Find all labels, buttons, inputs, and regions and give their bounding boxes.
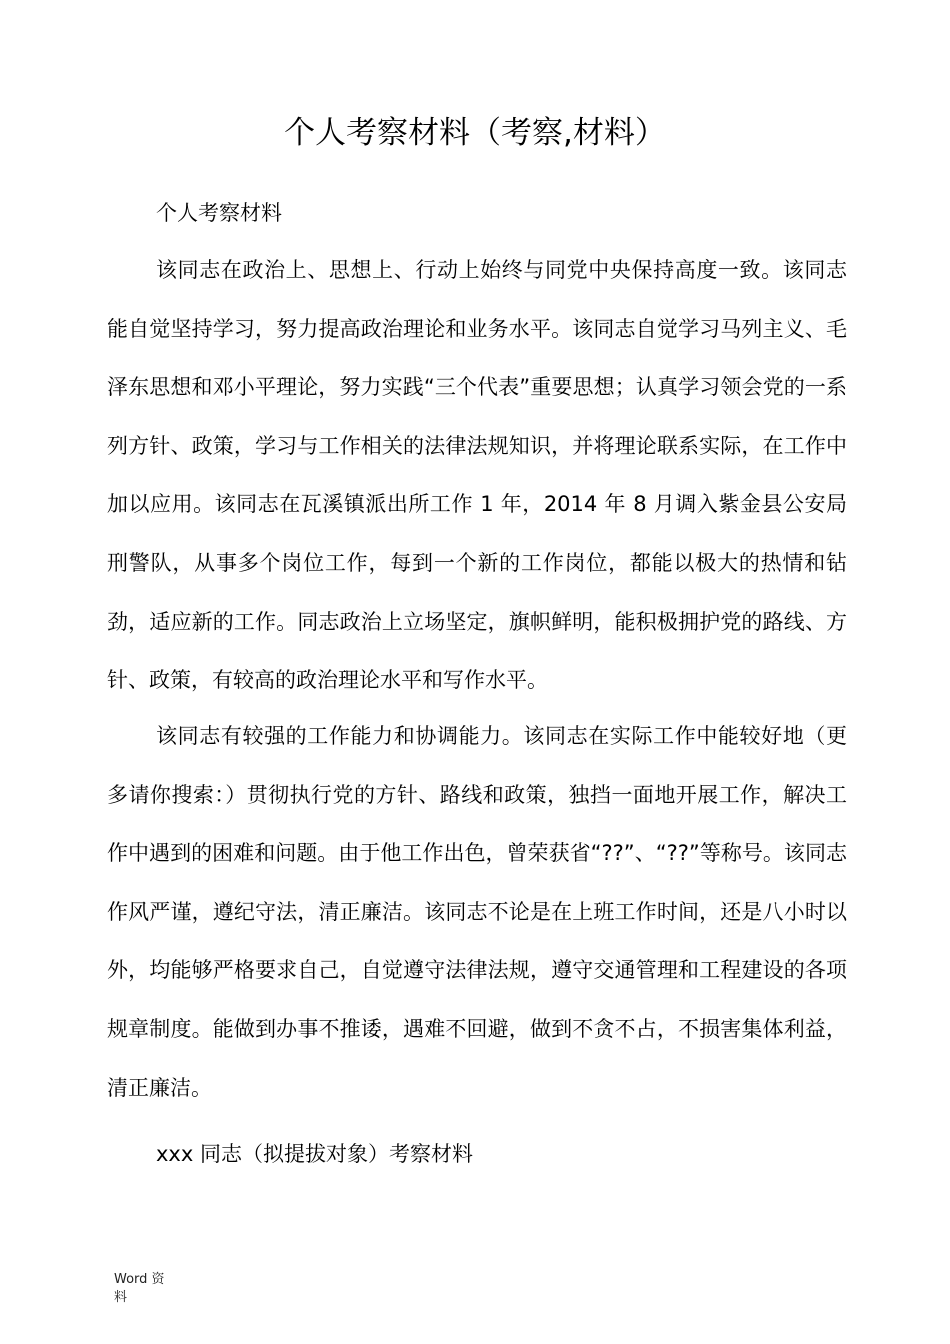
- paragraph-work-ability: 该同志有较强的工作能力和协调能力。该同志在实际工作中能较好地（更多请你搜索：）贯彻执行党的方针、路线和政策，独挡一面地开展工作，解决工作中遇到的困难和问题。由于他工作出色，曾荣获省“??”、“??”等称号。该同志作风严谨，遵纪守法，清正廉洁。该同志不论是在上班工作时间，还是八小时以外，均能够严格要求自己，自觉遵守法律法规，遵守交通管理和工程建设的各项规章制度。能做到办事不推诿，遇难不回避，做到不贪不占，不损害集体利益，清正廉洁。: [107, 724, 847, 1100]
- paragraph-political: 该同志在政治上、思想上、行动上始终与同党中央保持高度一致。该同志能自觉坚持学习，努力提高政治理论和业务水平。该同志自觉学习马列主义、毛泽东思想和邓小平理论，努力实践“三个代表”重要思想；认真学习领会党的一系列方针、政策，学习与工作相关的法律法规知识，并将理论联系实际，在工作中加以应用。该同志在瓦溪镇派出所工作 1 年，2014 年 8 月调入紫金县公安局刑警队，从事多个岗位工作，每到一个新的工作岗位，都能以极大的热情和钻劲，适应新的工作。同志政治上立场坚定，旗帜鲜明，能积极拥护党的路线、方针、政策，有较高的政治理论水平和写作水平。: [107, 258, 847, 693]
- document-title: 个人考察材料（考察,材料）: [284, 115, 666, 151]
- footer-label: Word 资料: [114, 1272, 165, 1305]
- document-subtitle: 个人考察材料: [156, 201, 282, 225]
- section-title: xxx 同志（拟提拔对象）考察材料: [156, 1142, 473, 1166]
